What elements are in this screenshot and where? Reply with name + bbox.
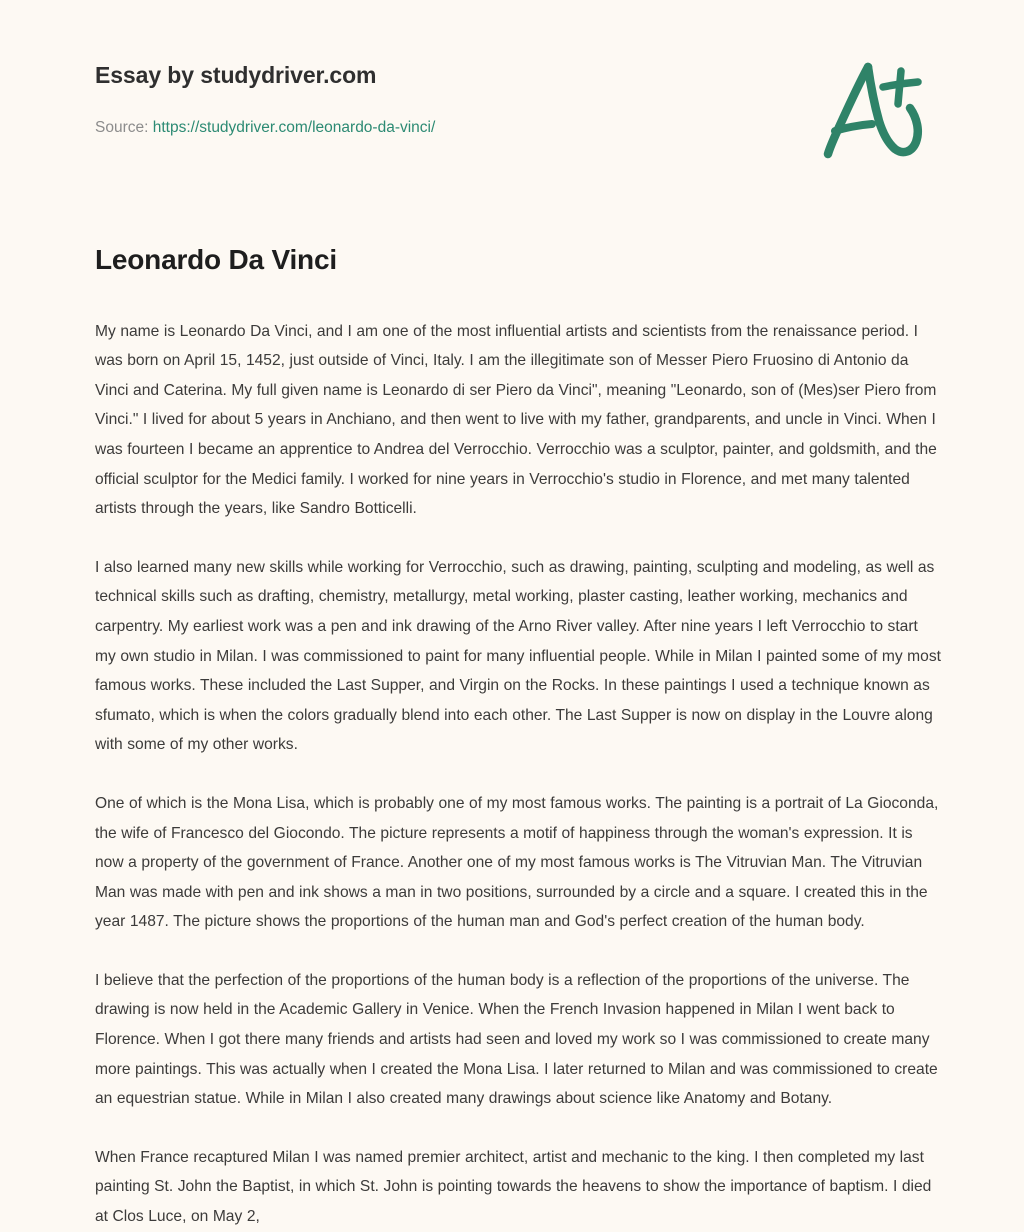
article-paragraph: When France recaptured Milan I was named premier architect, artist and mechanic to the king. I then completed my last painting St. John the Baptist, in which St. John is pointing towards the heavens to show the importance of baptism. I died at Clos Luce, on May 2, [95,1148,932,1226]
aplus-logo-svg [806,48,932,174]
source-url-link[interactable]: https://studydriver.com/leonardo-da-vinci/ [152,119,436,136]
source-label: Source: [95,119,149,136]
studydriver-aplus-logo-icon [806,48,932,174]
article-paragraph: I also learned many new skills while working for Verrocchio, such as drawing, painting, sculpting and modeling, as well as technical skills such as drafting, chemistry, metallurgy, metal working, plaster casting, leather working, mechanics and carpentry. My earliest work was a pen and ink drawing of the Arno River valley. After nine years I left Verrocchio to start my own studio in Milan. I was commissioned to paint for many influential people. While in Milan I painted some of my most famous works. These included the Last Supper, and Virgin on the Rocks. In these paintings I used a technique known as sfumato, which is when the colors gradually blend into each other. The Last Supper is now on display in the Louvre along with some of my other works. [95,558,941,754]
article-paragraph: I believe that the perfection of the proportions of the human body is a reflection of the proportions of the universe. The drawing is now held in the Academic Gallery in Venice. When the French Invasion happened in Milan I went back to Florence. When I got there many friends and artists had seen and loved my work so I was commissioned to create many more paintings. This was actually when I created the Mona Lisa. I later returned to Milan and was commissioned to create an equestrian statue. While in Milan I also created many drawings about science like Anatomy and Botany. [95,971,938,1108]
article-paragraph: My name is Leonardo Da Vinci, and I am one of the most influential artists and scientists from the renaissance period. I was born on April 15, 1452, just outside of Vinci, Italy. I am the illegitimate son of Messer Piero Fruosino di Antonio da Vinci and Caterina. My full given name is Leonardo di ser Piero da Vinci", meaning "Leonardo, son of (Mes)ser Piero from Vinci." I lived for about 5 years in Anchiano, and then went to live with my father, grandparents, and uncle in Vinci. When I was fourteen I became an apprentice to Andrea del Verrocchio. Verrocchio was a sculptor, painter, and goldsmith, and the official sculptor for the Medici family. I worked for nine years in Verrocchio's studio in Florence, and met many talented artists through the years, like Sandro Botticelli. [95,322,937,518]
article-body [95,317,941,1232]
page-title: Leonardo Da Vinci [95,244,337,275]
article [95,243,941,1232]
essay-byline: Essay by studydriver.com [95,62,377,88]
source-line [95,120,435,136]
document-header [0,0,1024,200]
article-paragraph: One of which is the Mona Lisa, which is probably one of my most famous works. The painting is a portrait of La Gioconda, the wife of Francesco del Giocondo. The picture represents a motif of happiness through the woman's expression. It is now a property of the government of France. Another one of my most famous works is The Vitruvian Man. The Vitruvian Man was made with pen and ink shows a man in two positions, surrounded by a circle and a square. I created this in the year 1487. The picture shows the proportions of the human man and God's perfect creation of the human body. [95,794,939,931]
